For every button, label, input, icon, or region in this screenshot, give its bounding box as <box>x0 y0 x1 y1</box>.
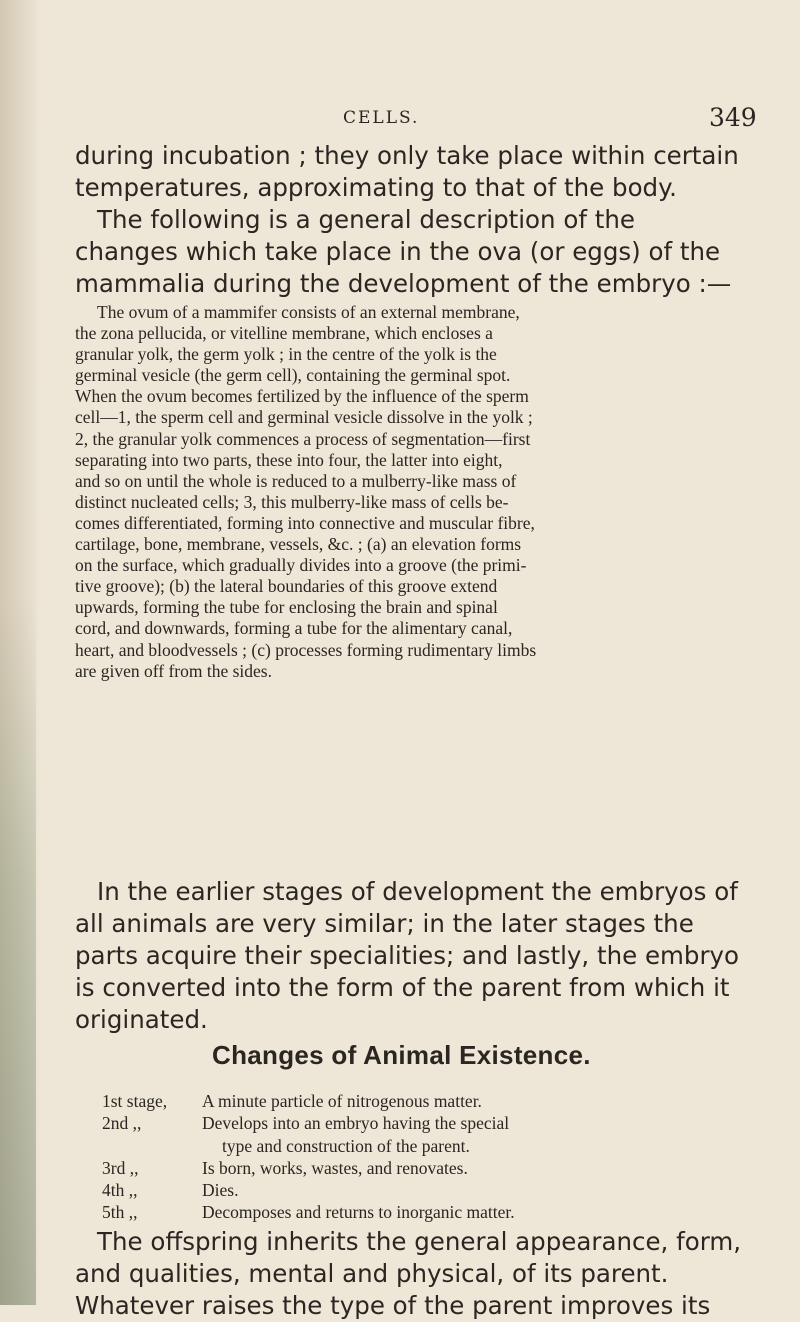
text-line: all animals are very similar; in the later stages the <box>75 909 694 938</box>
text-line: heart, and bloodvessels ; (c) processes forming rudimentary limbs <box>75 639 537 660</box>
running-header <box>0 103 800 138</box>
stage-text: type and construction of the parent. <box>222 1135 470 1156</box>
embryo-stages-paragraph <box>75 876 740 1036</box>
text-line: cartilage, bone, membrane, vessels, &c. ; (a) an elevation forms <box>75 534 522 555</box>
stages-list <box>102 1090 742 1224</box>
section-heading: Changes of Animal Existence. <box>212 1040 591 1070</box>
stage-row <box>102 1179 742 1201</box>
text-line: When the ovum becomes fertilized by the influence of the sperm <box>75 386 529 407</box>
stage-text: Dies. <box>202 1180 239 1201</box>
closing-paragraph <box>75 1226 742 1322</box>
stage-label <box>102 1135 202 1157</box>
stage-label: 5th ,, <box>102 1202 138 1223</box>
text-line: cord, and downwards, forming a tube for the alimentary canal, <box>75 618 513 639</box>
text-line: The following is a general description of the <box>97 205 635 234</box>
text-line: granular yolk, the germ yolk ; in the centre of the yolk is the <box>75 344 497 365</box>
text-line: and qualities, mental and physical, of its parent. <box>75 1259 669 1288</box>
binding-shadow <box>0 600 36 1305</box>
text-line: comes differentiated, forming into connective and muscular fibre, <box>75 512 535 533</box>
text-line: on the surface, which gradually divides into a groove (the primi- <box>75 555 527 576</box>
text-line: upwards, forming the tube for enclosing the brain and spinal <box>75 597 498 618</box>
text-line: separating into two parts, these into four, the latter into eight, <box>75 449 503 470</box>
text-line: changes which take place in the ova (or eggs) of the <box>75 237 721 266</box>
stage-label: 4th ,, <box>102 1180 138 1201</box>
page-number: 349 <box>709 103 757 132</box>
stage-row <box>102 1090 742 1112</box>
text-line: and so on until the whole is reduced to a mulberry-like mass of <box>75 470 517 491</box>
text-line: temperatures, approximating to that of the body. <box>75 173 677 202</box>
text-line: The offspring inherits the general appearance, form, <box>97 1227 742 1256</box>
stage-text: Is born, works, wastes, and renovates. <box>202 1157 468 1178</box>
stage-label: 3rd ,, <box>102 1157 139 1178</box>
text-line: is converted into the form of the parent from which it <box>75 973 730 1002</box>
text-line: tive groove); (b) the lateral boundaries of this groove extend <box>75 576 498 597</box>
text-line: 2, the granular yolk commences a process of segmentation—first <box>75 428 531 449</box>
stage-label: 2nd ,, <box>102 1113 142 1134</box>
ovum-description-paragraph <box>75 302 735 682</box>
stage-text: A minute particle of nitrogenous matter. <box>202 1091 482 1111</box>
stage-row <box>102 1157 742 1179</box>
text-line: the zona pellucida, or vitelline membrane, which encloses a <box>75 323 493 344</box>
text-line: during incubation ; they only take place within certain <box>75 141 739 170</box>
text-line: Whatever raises the type of the parent improves its <box>75 1291 711 1320</box>
text-line: parts acquire their specialities; and lastly, the embryo <box>75 941 740 970</box>
stage-row <box>102 1135 742 1157</box>
text-line: The ovum of a mammifer consists of an external membrane, <box>97 302 520 322</box>
text-line: In the earlier stages of development the embryos of <box>97 877 738 906</box>
stage-row <box>102 1112 742 1134</box>
text-line: originated. <box>75 1005 208 1034</box>
text-line: distinct nucleated cells; 3, this mulberry-like mass of cells be- <box>75 491 509 512</box>
text-line: germinal vesicle (the germ cell), containing the germinal spot. <box>75 365 511 386</box>
stage-text: Develops into an embryo having the special <box>202 1113 510 1134</box>
text-line: are given off from the sides. <box>75 660 272 681</box>
stage-label: 1st stage, <box>102 1091 168 1111</box>
text-line: cell—1, the sperm cell and germinal vesicle dissolve in the yolk ; <box>75 407 533 428</box>
text-line: mammalia during the development of the embryo :— <box>75 269 732 298</box>
stage-text: Decomposes and returns to inorganic matter. <box>202 1202 515 1223</box>
running-title: CELLS. <box>343 108 420 128</box>
intro-paragraph <box>75 140 739 300</box>
stage-row <box>102 1201 742 1223</box>
